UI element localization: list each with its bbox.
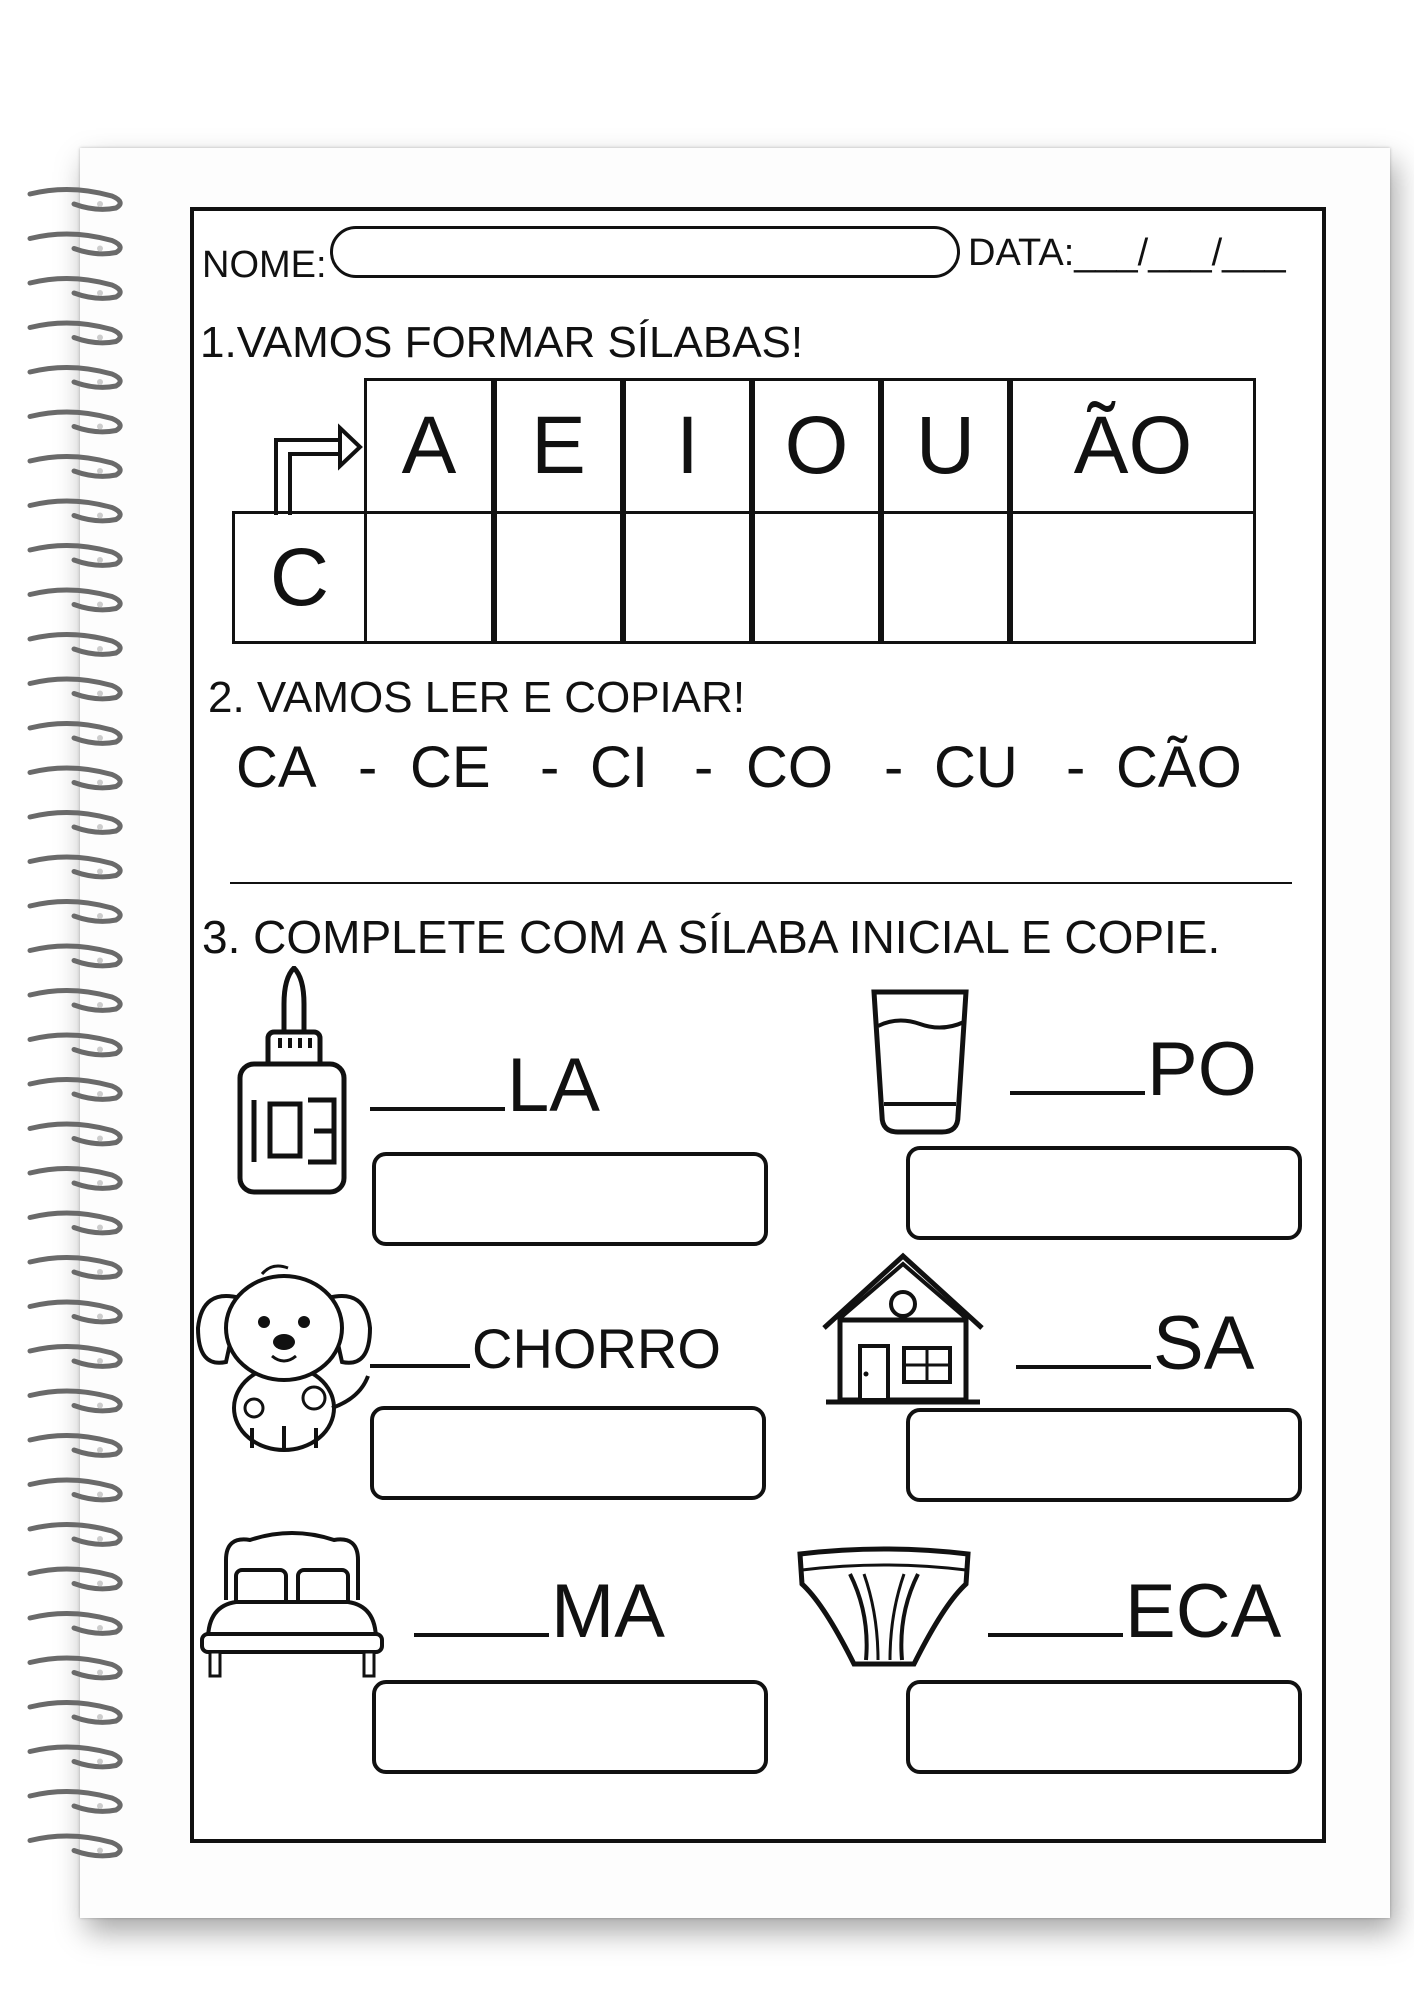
answer-box-4[interactable]	[906, 1408, 1302, 1502]
spiral-hole	[97, 424, 103, 430]
name-field[interactable]	[330, 226, 960, 278]
spiral-hole	[97, 1047, 103, 1053]
spiral-hole	[97, 1447, 103, 1453]
answer-box-1[interactable]	[372, 1152, 768, 1246]
vowel-cell: A	[364, 378, 494, 514]
spiral-hole	[97, 780, 103, 786]
consonant-cell: C	[232, 511, 367, 644]
bed-icon	[196, 1530, 388, 1680]
spiral-hole	[97, 1670, 103, 1676]
spiral-coil	[30, 679, 120, 699]
syllable-answer-cell[interactable]	[623, 511, 752, 644]
syllable-text: CÃO	[1116, 735, 1242, 800]
spiral-hole	[97, 1492, 103, 1498]
spiral-hole	[97, 1136, 103, 1142]
syllable-separator: -	[884, 735, 904, 800]
syllable-answer-cell[interactable]	[752, 511, 881, 644]
spiral-coil	[30, 857, 120, 877]
blank-1[interactable]	[370, 1055, 505, 1111]
glue-icon	[232, 966, 352, 1198]
spiral-hole	[97, 824, 103, 830]
syllable-answer-cell[interactable]	[364, 511, 494, 644]
spiral-hole	[97, 1180, 103, 1186]
underwear-icon	[794, 1544, 974, 1672]
spiral-coil	[30, 1480, 120, 1500]
spiral-coil	[30, 1658, 120, 1678]
spiral-coil	[30, 1079, 120, 1099]
house-icon	[818, 1250, 988, 1410]
spiral-coil	[30, 1569, 120, 1589]
arrow-icon	[268, 410, 364, 520]
spiral-hole	[97, 1358, 103, 1364]
spiral-coil	[30, 501, 120, 521]
exercise-2-title: 2. VAMOS LER E COPIAR!	[208, 673, 746, 722]
spiral-hole	[97, 335, 103, 341]
spiral-coil	[30, 723, 120, 743]
spiral-coil	[30, 234, 120, 254]
spiral-coil	[30, 901, 120, 921]
word-item-1: LA	[370, 1042, 600, 1129]
spiral-hole	[97, 913, 103, 919]
vowel-cell: I	[623, 378, 752, 514]
spiral-coil	[30, 1257, 120, 1277]
spiral-hole	[97, 468, 103, 474]
spiral-hole	[97, 1225, 103, 1231]
spiral-hole	[97, 201, 103, 207]
spiral-coil	[30, 1302, 120, 1322]
spiral-hole	[97, 735, 103, 741]
blank-4[interactable]	[1016, 1313, 1151, 1369]
spiral-hole	[97, 869, 103, 875]
spiral-coil	[30, 1346, 120, 1366]
spiral-hole	[97, 1581, 103, 1587]
spiral-hole	[97, 1536, 103, 1542]
spiral-coil	[30, 1168, 120, 1188]
word-item-3: CHORRO	[370, 1316, 721, 1381]
syllable-answer-cell[interactable]	[494, 511, 623, 644]
syllable-text: CA	[236, 735, 317, 800]
syllable-separator: -	[694, 735, 714, 800]
spiral-coil	[30, 1702, 120, 1722]
dog-icon	[192, 1258, 378, 1454]
spiral-coil	[30, 456, 120, 476]
spiral-hole	[97, 691, 103, 697]
spiral-hole	[97, 1314, 103, 1320]
spiral-coil	[30, 1747, 120, 1767]
spiral-hole	[97, 290, 103, 296]
vowel-cell: E	[494, 378, 623, 514]
spiral-hole	[97, 1269, 103, 1275]
syllable-text: CI	[590, 735, 648, 800]
answer-box-6[interactable]	[906, 1680, 1302, 1774]
spiral-hole	[97, 646, 103, 652]
syllable-separator: -	[540, 735, 560, 800]
spiral-hole	[97, 602, 103, 608]
word-item-5: MA	[414, 1568, 665, 1655]
answer-box-3[interactable]	[370, 1406, 766, 1500]
spiral-coil	[30, 1524, 120, 1544]
spiral-coil	[30, 946, 120, 966]
spiral-hole	[97, 1803, 103, 1809]
spiral-coil	[30, 1435, 120, 1455]
spiral-coil	[30, 189, 120, 209]
date-field[interactable]: DATA:___/___/___	[968, 232, 1286, 274]
word-item-2: PO	[1010, 1026, 1257, 1113]
spiral-hole	[97, 1625, 103, 1631]
spiral-coil	[30, 412, 120, 432]
answer-box-2[interactable]	[906, 1146, 1302, 1240]
vowel-cell: ÃO	[1010, 378, 1256, 514]
vowel-cell: O	[752, 378, 881, 514]
name-label: NOME:	[202, 244, 327, 286]
spiral-coil	[30, 278, 120, 298]
spiral-coil	[30, 1035, 120, 1055]
spiral-hole	[97, 958, 103, 964]
syllable-answer-cell[interactable]	[1010, 511, 1256, 644]
spiral-hole	[97, 513, 103, 519]
syllable-separator: -	[1066, 735, 1086, 800]
spiral-coil	[30, 1613, 120, 1633]
spiral-coil	[30, 323, 120, 343]
blank-2[interactable]	[1010, 1039, 1145, 1095]
syllable-answer-cell[interactable]	[881, 511, 1010, 644]
blank-6[interactable]	[988, 1581, 1123, 1637]
syllable-text: CE	[410, 735, 491, 800]
exercise-1-title: 1.VAMOS FORMAR SÍLABAS!	[200, 318, 804, 367]
spiral-coil	[30, 367, 120, 387]
syllable-text: CU	[934, 735, 1018, 800]
spiral-hole	[97, 1091, 103, 1097]
spiral-coil	[30, 1391, 120, 1411]
vowel-cell: U	[881, 378, 1010, 514]
spiral-hole	[97, 1759, 103, 1765]
answer-box-5[interactable]	[372, 1680, 768, 1774]
blank-5[interactable]	[414, 1581, 549, 1637]
syllable-separator: -	[358, 735, 378, 800]
copy-line[interactable]	[230, 882, 1292, 884]
spiral-binding	[0, 0, 150, 2000]
spiral-coil	[30, 590, 120, 610]
spiral-coil	[30, 1213, 120, 1233]
spiral-hole	[97, 1002, 103, 1008]
spiral-hole	[97, 1848, 103, 1854]
spiral-coil	[30, 1836, 120, 1856]
spiral-coil	[30, 545, 120, 565]
blank-3[interactable]	[370, 1324, 470, 1368]
spiral-coil	[30, 768, 120, 788]
spiral-hole	[97, 379, 103, 385]
exercise-3-title: 3. COMPLETE COM A SÍLABA INICIAL E COPIE.	[202, 911, 1221, 963]
word-item-4: SA	[1016, 1300, 1254, 1387]
spiral-coil	[30, 990, 120, 1010]
spiral-hole	[97, 246, 103, 252]
spiral-coil	[30, 812, 120, 832]
spiral-coil	[30, 1791, 120, 1811]
spiral-coil	[30, 1124, 120, 1144]
spiral-hole	[97, 1403, 103, 1409]
word-item-6: ECA	[988, 1568, 1281, 1655]
spiral-coil	[30, 634, 120, 654]
spiral-hole	[97, 1714, 103, 1720]
syllable-text: CO	[746, 735, 833, 800]
spiral-hole	[97, 557, 103, 563]
cup-icon	[868, 986, 972, 1138]
